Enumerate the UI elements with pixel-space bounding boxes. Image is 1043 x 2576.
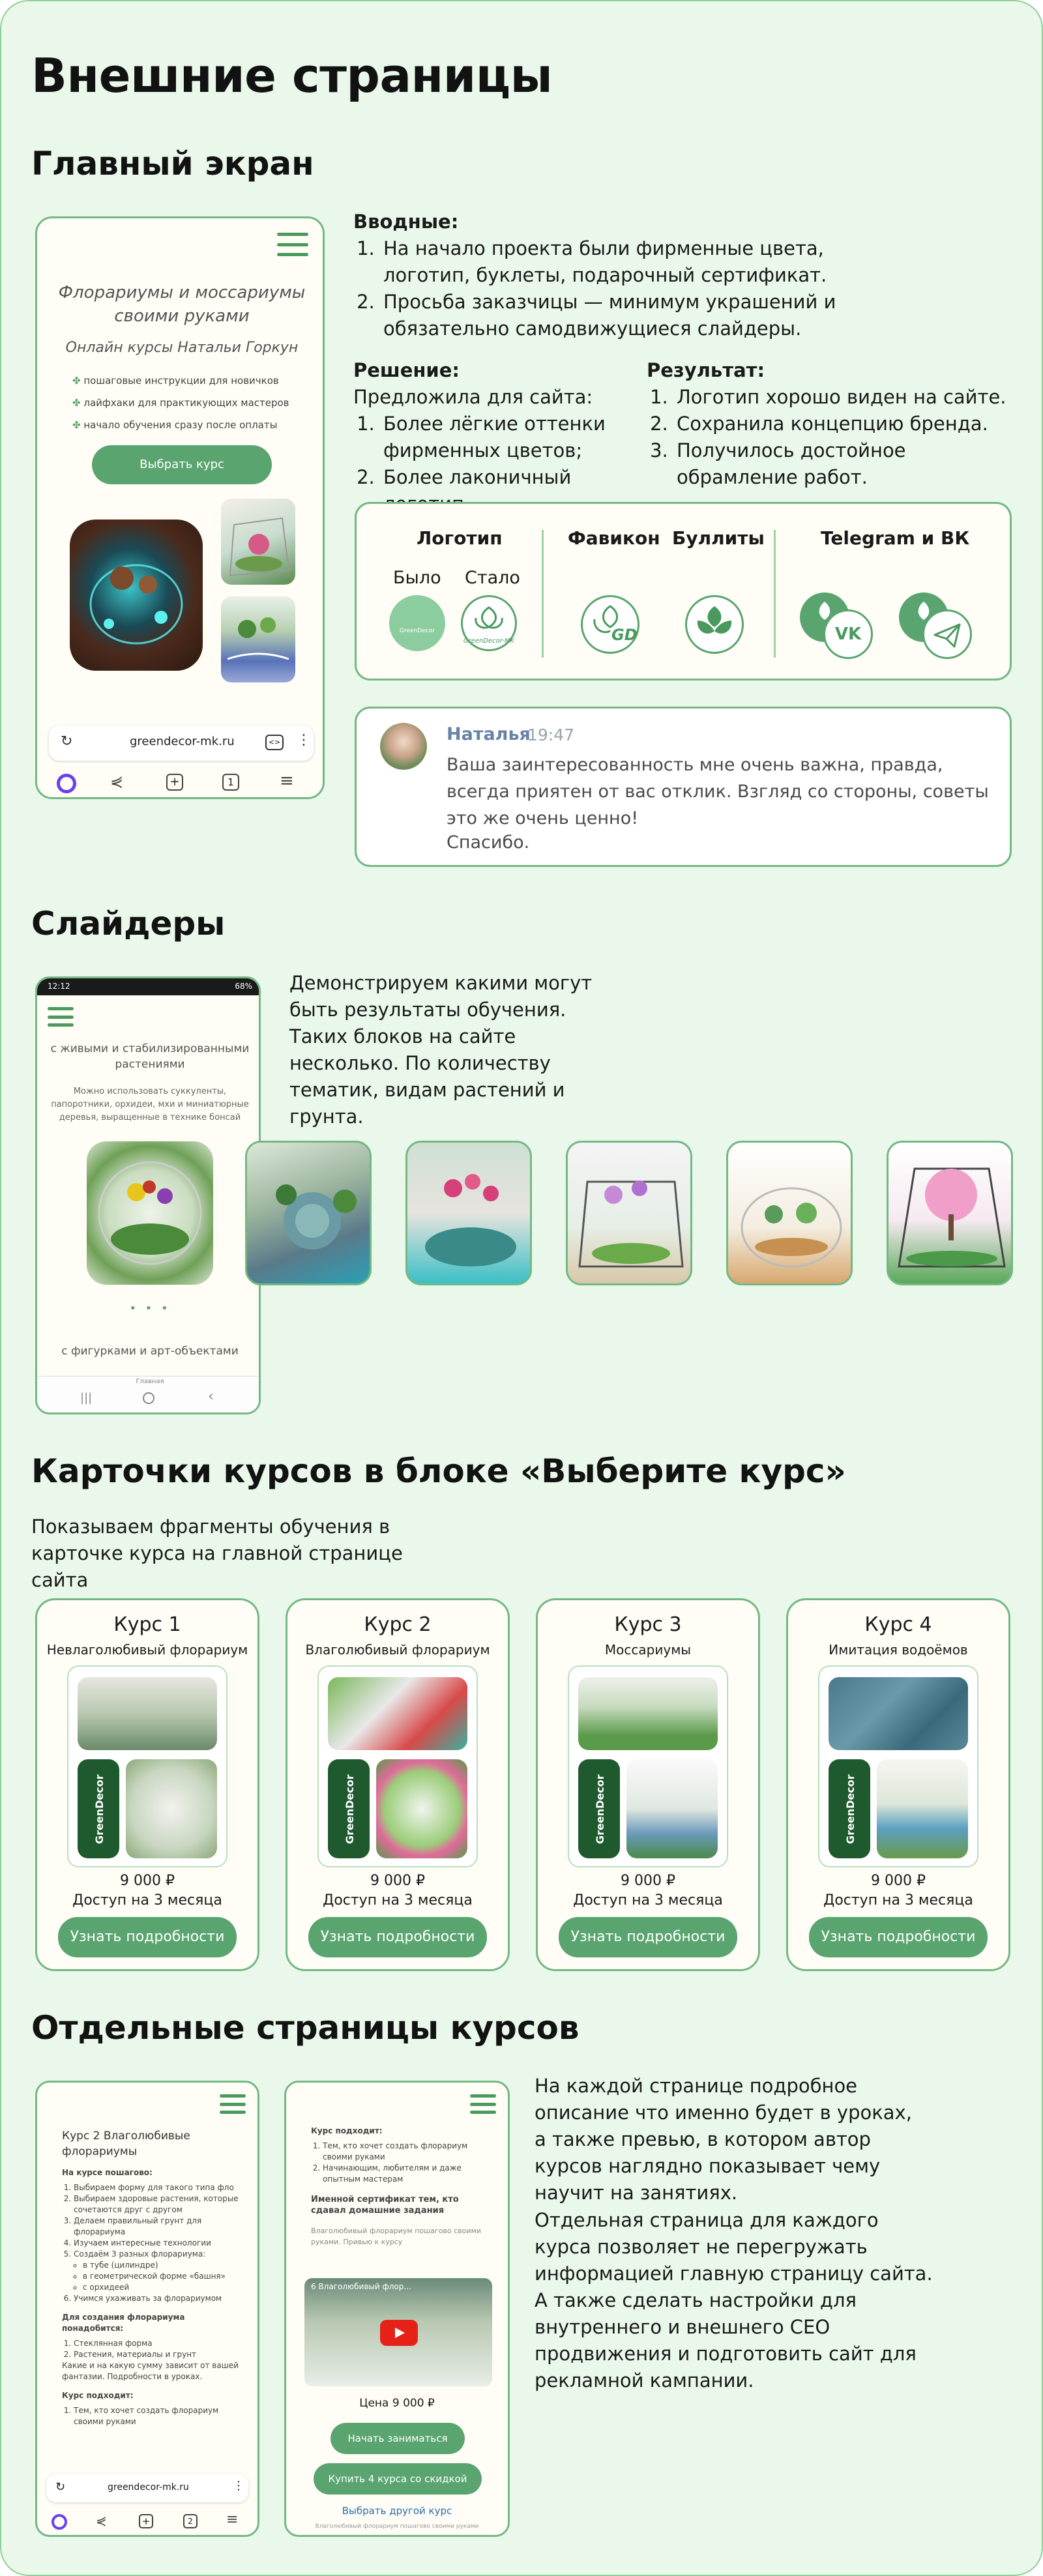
section-title-course-cards: Карточки курсов в блоке «Выберите курс» [31,1452,846,1490]
sliders-phone-mockup [35,976,261,1414]
branding-card [355,502,1012,681]
intro-item: 2. Просьба заказчицы — минимум украшений и обязательно самодвижущиеся слайдеры. [381,289,888,342]
course-price: 9 000 ₽ [120,1873,175,1889]
course-price: Цена 9 000 ₽ [359,2397,435,2410]
course-price: 9 000 ₽ [621,1873,675,1889]
reload-icon[interactable]: ↻ [55,2480,66,2494]
buy-bundle-button[interactable]: Купить 4 курса со скидкой [314,2463,482,2495]
back-icon[interactable]: ‹ [208,1388,214,1405]
bullet-item: ✤ пошаговые инструкции для новичков [72,375,279,387]
greendecor-logo: GreenDecor [328,1759,370,1858]
course-preview-photo [78,1677,217,1750]
course-card-2[interactable] [286,1598,510,1971]
course-preview-photo [126,1759,217,1858]
course-details-button[interactable]: Узнать подробности [809,1917,988,1957]
course-card-title: Курс 3 [614,1613,682,1636]
course-page-title: Курс 2 Влаголюбивые флорариумы [62,2130,190,2158]
tabs-count-icon[interactable]: 1 [222,774,239,791]
logo-after-label: Стало [465,568,520,588]
solution-item: 1. Более лёгкие оттенки фирменных цветов; [381,411,640,464]
alice-icon[interactable] [57,774,76,793]
result-item: 2. Сохранила концепцию бренда. [674,411,1012,437]
course-pages-paragraph-2: Отдельная страница для каждого курса позволяет не перегружать информацией главную страницу сайта. А также сделать настройки для внутреннего и внешнего СЕО продвижения и подготовить сайт для рекламной кампании. [535,2209,933,2392]
play-icon[interactable] [380,2320,418,2346]
video-title: 6 Влаголюбивый флор... [311,2282,411,2291]
course-preview-photo [328,1677,467,1750]
url-text: greendecor-mk.ru [108,2482,189,2493]
course-preview-photo [578,1677,718,1750]
main-screen-phone-mockup [35,216,325,799]
browser-bottom-bar [37,766,325,799]
menu-icon[interactable] [220,2094,246,2114]
menu-icon[interactable] [277,233,308,256]
course-preview-photo [626,1759,718,1858]
reload-icon[interactable]: ↻ [61,733,73,750]
course-card-4[interactable] [786,1598,1010,1971]
bullet-item: ✤ лайфхаки для практикующих мастеров [72,397,289,409]
share-icon[interactable]: ⋞ [110,772,124,791]
slider-photo-2 [405,1141,532,1285]
tabs-count-icon[interactable]: 2 [183,2514,198,2528]
choose-other-course-link[interactable]: Выбрать другой курс [342,2505,452,2517]
share-icon[interactable]: ⋞ [96,2513,107,2528]
home-icon[interactable] [143,1392,154,1404]
bullets-title: Буллиты [672,527,765,549]
browser-menu-icon[interactable]: ≡ [226,2511,239,2528]
favicon-title: Фавикон [568,527,660,549]
vk-icon: VK [823,609,873,659]
solution-item: 2. Более лаконичный [381,464,640,518]
course-card-3[interactable] [536,1598,760,1971]
recent-apps-icon[interactable]: ||| [80,1391,93,1405]
slider-dots[interactable]: • • • [129,1302,171,1315]
slider-photo [87,1141,213,1285]
course-preview-frame [818,1665,978,1867]
avatar [380,723,427,770]
divider [774,530,776,658]
course-preview-frame [67,1665,228,1867]
old-logo-image: GreenDecor [389,595,445,651]
favicon-image: GD [581,595,639,654]
course-card-title: Курс 2 [364,1613,432,1636]
hero-subtitle: Онлайн курсы Натальи Горкун [65,340,299,356]
course-access: Доступ на 3 месяца [823,1892,973,1909]
browser-url-bar[interactable] [46,2474,248,2502]
greendecor-logo: GreenDecor [578,1759,620,1858]
android-nav-bar: Главная ||| ‹ [37,1376,261,1414]
menu-icon[interactable] [48,1007,74,1027]
solution-lead: Предложила для сайта: [353,386,593,408]
more-icon[interactable]: ⋮ [233,2479,244,2493]
review-card [355,707,1012,867]
course-price: 9 000 ₽ [871,1873,926,1889]
course-preview-frame [568,1665,728,1867]
result-label: Результат: [647,359,765,381]
slider-photo-4 [726,1141,853,1285]
sliders-description: Демонстрируем какими могут быть результаты обучения. Таких блоков на сайте несколько. По количеству тематик, видам растений и грунта. [289,972,593,1128]
browser-menu-icon[interactable]: ≡ [280,771,294,791]
course-preview-photo [829,1677,968,1750]
course-preview-photo [877,1759,968,1858]
course-page-content: Курс подходит: 1. Тем, кто хочет создать флорариум своими руками 2. Начинающим, любителям и даже опытным мастерам Именной сертификат тем, кто сдавал домашние задания Влаголюбивый флорариум пошагово своими руками. Привью к курсу [311,2126,493,2247]
leaf-icon: ✤ [72,375,81,387]
course-price: 9 000 ₽ [370,1873,425,1889]
course-card-subtitle: Моссариумы [604,1642,692,1658]
review-author: Наталья [447,724,531,744]
logo-title: Логотип [417,527,503,549]
slider-photo-3 [566,1141,692,1285]
url-text: greendecor-mk.ru [130,735,235,748]
terrarium-photo [70,520,203,671]
course-card-title: Курс 4 [864,1613,932,1636]
bullet-leaf-image [685,595,744,654]
browser-bottom-bar [37,2508,259,2537]
solution-block [353,357,640,518]
course-card-subtitle: Имитация водоёмов [829,1642,968,1658]
result-item: 3. Получилось достойное обрамление работ. [674,437,1012,491]
course-page-phone-2 [284,2081,510,2537]
section-title-main-screen: Главный экран [31,145,314,183]
course-card-subtitle: Невлаголюбивый флорариум [46,1642,248,1658]
browser-url-bar[interactable] [49,725,314,761]
course-access: Доступ на 3 месяца [72,1892,222,1909]
course-card-subtitle: Влаголюбивый флорариум [305,1642,490,1658]
choose-course-button[interactable]: Выбрать курс [92,445,272,484]
course-preview-video[interactable] [304,2278,492,2386]
course-access: Доступ на 3 месяца [323,1892,473,1909]
course-details-button[interactable]: Узнать подробности [58,1917,237,1957]
status-bar: 12:12 68% [37,978,261,995]
slider-photo-5 [887,1141,1013,1285]
start-course-button[interactable]: Начать заниматься [331,2423,465,2454]
slider-photo-1 [245,1141,372,1285]
reader-icon[interactable]: <> [265,735,284,750]
result-block [647,357,1012,491]
hero-bullet-list [72,370,314,436]
intro-label: Вводные: [353,211,459,233]
course-pages-paragraph-1: На каждой странице подробное описание что именно будет в уроках, а также превью, в котором автор курсов наглядно показывает чему научит на занятиях. [535,2075,912,2204]
course-preview-frame [317,1665,478,1867]
new-tab-icon[interactable]: + [139,2514,153,2528]
social-title: Telegram и ВК [821,527,970,549]
leaf-icon: ✤ [72,419,81,431]
slider-bottom-text: с фигурками и арт-объектами [61,1345,239,1358]
slider-text: Можно использовать суккуленты, папоротники, орхидеи, мхи и миниатюрные деревья, выращенные в технике бонсай [51,1087,249,1122]
leaf-icon: ✤ [72,397,81,409]
greendecor-logo: GreenDecor [829,1759,870,1858]
more-icon[interactable]: ⋮ [297,732,311,748]
course-access: Доступ на 3 месяца [573,1892,723,1909]
florarium-photo-small-2 [221,596,295,682]
section-title-course-pages: Отдельные страницы курсов [31,2009,580,2047]
review-text: Ваша заинтересованность мне очень важна, правда, всегда приятен от вас отклик. Взгляд со стороны, советы это же очень ценно! [447,755,989,828]
new-tab-icon[interactable]: + [166,774,183,791]
review-time: 19:47 [527,725,575,744]
telegram-icon [922,609,972,659]
course-card-title: Курс 1 [113,1613,181,1636]
page-footer-text: Влаголюбивый флорариум пошагово своими руками [315,2523,479,2530]
page-title: Внешние страницы [31,48,553,103]
course-cards-description: Показываем фрагменты обучения в карточке курса на главной странице сайта [31,1515,403,1591]
course-card-1[interactable] [35,1598,259,1971]
result-item: 1. Логотип хорошо виден на сайте. [674,384,1012,411]
florarium-photo-small-1 [221,499,295,585]
intro-item: 1. На начало проекта были фирменные цвета, логотип, буклеты, подарочный сертификат. [381,235,888,289]
section-title-sliders: Слайдеры [31,905,226,943]
divider [542,530,544,658]
logo-before-label: Было [393,568,441,588]
hero-title: Флорариумы и моссариумы своими руками [58,283,306,326]
greendecor-logo: GreenDecor [78,1759,119,1858]
new-logo-image: GreenDecor-MK [461,595,517,651]
review-signoff: Спасибо. [447,832,530,853]
menu-icon[interactable] [470,2094,496,2114]
alice-icon[interactable] [51,2514,67,2530]
course-preview-photo [376,1759,467,1858]
course-page-phone-1 [35,2081,259,2537]
slider-heading: с живыми и стабилизированными растениями [50,1042,250,1071]
course-details-button[interactable]: Узнать подробности [308,1917,487,1957]
intro-block [353,209,940,342]
solution-label: Решение: [353,359,460,381]
bullet-item: ✤ начало обучения сразу после оплаты [72,419,278,431]
course-details-button[interactable]: Узнать подробности [559,1917,737,1957]
course-page-content: На курсе пошагово: 1. Выбираем форму для такого типа фло 2. Выбираем здоровые растения, которые сочетаются друг с другом 3. Делаем правильный грунт для флорариума 4. Изучаем интересные технологии 5. Создаём 3 разных флорариума: ◦ в тубе (цилиндре) ◦ в геометрической форме «башня» ◦ с орхидеей 6. Учимся ухаживать за флорариумом Для создания флорариума понадобится: 1. Стеклянная форма 2. Растения, материалы и грунт Какие и на какую сумму зависит от вашей фантазии. Подробности в уроках. Курс подходит: 1. Тем, кто хочет создать флорариум своими руками [62,2167,244,2427]
